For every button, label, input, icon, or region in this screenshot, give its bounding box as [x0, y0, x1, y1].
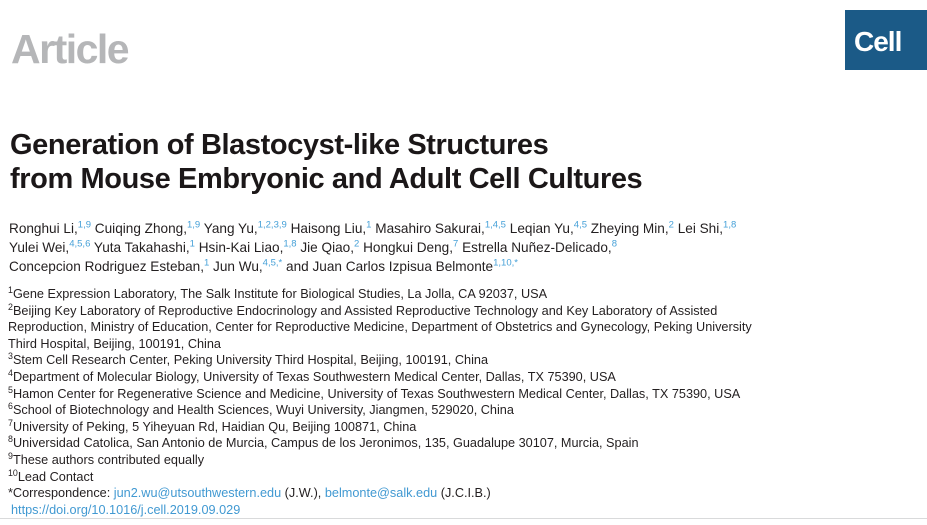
paper-title-line2: from Mouse Embryonic and Adult Cell Cultures [10, 163, 643, 195]
cell-journal-logo [845, 10, 927, 70]
correspondence-email-jw[interactable]: jun2.wu@utsouthwestern.edu [113, 486, 282, 501]
affiliation-sup: 5 [8, 384, 13, 395]
author-name: Yulei Wei, [9, 239, 70, 255]
doi-link[interactable]: https://doi.org/10.1016/j.cell.2019.09.029 [11, 502, 241, 517]
author-line [9, 239, 736, 258]
affiliation-sup: 1 [8, 284, 13, 295]
paper-title [10, 128, 642, 196]
affiliation-item [8, 435, 770, 452]
affiliation-item [8, 303, 770, 353]
affiliation-text: Lead Contact [17, 469, 94, 484]
affiliation-item [8, 352, 770, 369]
author-affiliation-sup: 4,5,6 [69, 238, 91, 250]
author-affiliation-sup: 4,5,* [262, 257, 283, 269]
affiliation-item [8, 369, 770, 386]
paper-title-line1: Generation of Blastocyst-like Structures [10, 129, 549, 161]
author-affiliation-sup: 2 [668, 219, 674, 231]
affiliation-sup: 9 [8, 450, 13, 461]
affiliation-sup: 6 [8, 400, 13, 411]
affiliation-text: These authors contributed equally [12, 452, 205, 467]
author-name: Yang Yu, [203, 221, 258, 236]
author-name: Concepcion Rodriguez Esteban, [9, 258, 204, 274]
affiliation-text: Hamon Center for Regenerative Science and Medicine, University of Texas Southwestern Medical Center, Dallas, TX 75390, USA [12, 386, 741, 401]
author-name: Hongkui Deng, [363, 239, 454, 255]
affiliation-text: School of Biotechnology and Health Sciences, Wuyi University, Jiangmen, 529020, China [12, 403, 514, 418]
author-affiliation-sup: 2 [354, 238, 360, 250]
author-affiliation-sup: 1 [366, 219, 372, 231]
author-affiliation-sup: 8 [611, 238, 618, 250]
author-name: Cuiqing Zhong, [94, 221, 187, 236]
author-name: Hsin-Kai Liao, [198, 239, 284, 255]
author-name: Zheying Min, [590, 221, 669, 236]
author-affiliation-sup: 1,10,* [493, 257, 518, 269]
correspondence-email-jcib[interactable]: belmonte@salk.edu [324, 486, 438, 501]
author-name: Haisong Liu, [290, 221, 367, 236]
article-type-label: Article [11, 26, 129, 72]
correspondence-suffix: (J.C.I.B.) [437, 486, 491, 501]
affiliation-sup: 8 [8, 434, 13, 445]
author-affiliation-sup: 1,9 [187, 219, 201, 231]
correspondence-between: (J.W.), [281, 486, 325, 501]
affiliation-sup: 2 [8, 301, 13, 312]
doi-line [8, 502, 770, 519]
divider [0, 518, 927, 519]
author-name: Jie Qiao, [300, 239, 355, 255]
affiliation-item [8, 419, 770, 436]
author-affiliation-sup: 1 [203, 257, 210, 269]
author-affiliation-sup: 7 [453, 238, 459, 250]
author-affiliation-sup: 1,4,5 [484, 219, 506, 231]
affiliation-item [8, 469, 770, 486]
affiliation-text: Department of Molecular Biology, University of Texas Southwestern Medical Center, Dallas, TX 75390, USA [12, 369, 616, 384]
affiliation-text: University of Peking, 5 Yiheyuan Rd, Haidian Qu, Beijing 100871, China [12, 419, 417, 434]
author-name: Masahiro Sakurai, [375, 221, 485, 236]
affiliation-sup: 7 [8, 417, 13, 428]
affiliation-text: Universidad Catolica, San Antonio de Murcia, Campus de los Jeronimos, 135, Guadalupe 30107, Murcia, Spain [12, 436, 639, 451]
affiliation-text: Stem Cell Research Center, Peking University Third Hospital, Beijing, 100191, China [12, 353, 489, 368]
author-name: Lei Shi, [677, 221, 724, 236]
correspondence-prefix: *Correspondence: [8, 486, 114, 501]
footnotes-block [8, 286, 770, 518]
author-affiliation-sup: 4,5 [573, 219, 588, 231]
affiliation-item [8, 286, 770, 303]
affiliation-sup: 3 [8, 351, 13, 362]
author-name: Ronghui Li, [9, 221, 78, 236]
author-line [9, 258, 736, 277]
author-name: Yuta Takahashi, [93, 239, 190, 255]
author-name: Estrella Nuñez-Delicado, [462, 239, 612, 255]
cell-logo-text: Cell [854, 26, 902, 57]
author-affiliation-sup: 1,8 [283, 238, 297, 250]
author-name: Jun Wu, [213, 258, 263, 274]
affiliation-sup: 10 [8, 467, 18, 478]
author-affiliation-sup: 1,8 [723, 219, 737, 231]
affiliation-item [8, 402, 770, 419]
affiliation-item [8, 452, 770, 469]
affiliation-text: Beijing Key Laboratory of Reproductive Endocrinology and Assisted Reproductive Technology and Key Laboratory of Assisted Reproduction, Ministry of Education, Center for Reproductive Medicine, Department of Obstetrics and Gynecology, Peking University Third Hospital, Beijing, 100191, China [8, 303, 752, 351]
author-affiliation-sup: 1 [189, 238, 195, 250]
author-line [9, 220, 736, 239]
author-affiliation-sup: 1,2,3,9 [257, 219, 287, 231]
affiliation-sup: 4 [8, 367, 13, 378]
affiliation-item [8, 386, 770, 403]
author-list [9, 220, 736, 277]
affiliation-list [8, 286, 770, 485]
correspondence-line [8, 485, 770, 502]
author-affiliation-sup: 1,9 [77, 219, 92, 231]
affiliation-text: Gene Expression Laboratory, The Salk Institute for Biological Studies, La Jolla, CA 92037, USA [12, 287, 548, 301]
author-name: Juan Carlos Izpisua Belmonte [312, 258, 494, 274]
author-name: Leqian Yu, [509, 221, 574, 236]
author-conjunction: and [286, 258, 313, 274]
